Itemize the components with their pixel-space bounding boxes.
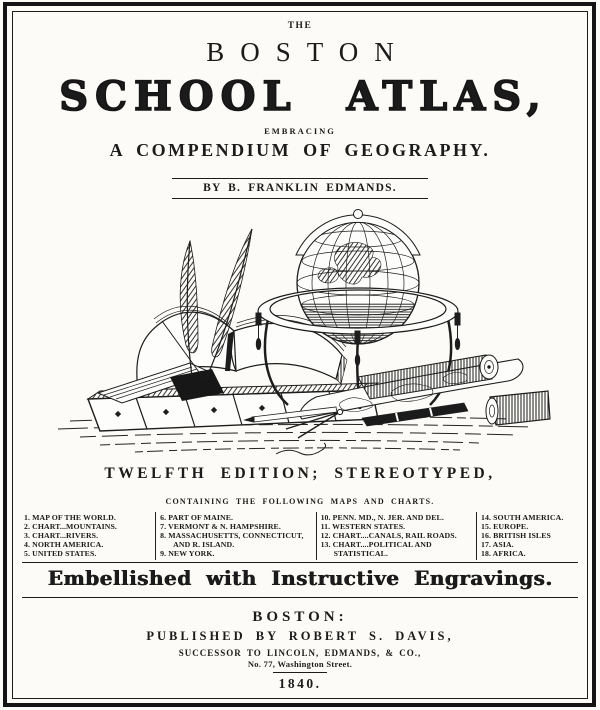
contents-column-4 (476, 512, 583, 560)
rolled-map-illustration (486, 391, 550, 425)
list-item: 18. AFRICA. (481, 549, 526, 558)
author-byline: BY B. FRANKLIN EDMANDS. (203, 182, 397, 194)
engraver-flourish (276, 443, 326, 455)
list-item: 1. MAP OF THE WORLD. (24, 513, 116, 522)
byline-block (14, 178, 586, 199)
embellished-line: Embellished with Instructive Engravings. (47, 566, 553, 590)
list-item: 17. ASIA. (481, 540, 514, 549)
imprint-successor: SUCCESSOR TO LINCOLN, EDMANDS, & CO., (178, 648, 422, 658)
map-chart-list (20, 512, 583, 560)
list-item: 14. SOUTH AMERICA. (481, 513, 564, 522)
list-item: 16. BRITISH ISLES (481, 531, 551, 540)
divider-rule-top (22, 562, 578, 563)
list-item: 11. WESTERN STATES. (320, 522, 406, 531)
list-item: 6. PART OF MAINE. (160, 513, 234, 522)
list-item: 2. CHART...MOUNTAINS. (24, 522, 117, 531)
contents-column-1 (20, 512, 155, 560)
main-title: SCHOOL ATLAS, (59, 73, 548, 120)
list-item: 4. NORTH AMERICA. (24, 540, 104, 549)
imprint-address: No. 77, Washington Street. (247, 659, 353, 669)
subtitle: A COMPENDIUM OF GEOGRAPHY. (109, 140, 491, 160)
imprint-city: BOSTON: (252, 609, 348, 625)
list-item: 7. VERMONT & N. HAMPSHIRE. (160, 522, 281, 531)
title-page-engraving (40, 207, 560, 459)
list-item: 3. CHART...RIVERS. (24, 531, 99, 540)
list-item: 13. CHART....POLITICAL AND STATISTICAL. (320, 540, 432, 558)
contents-column-3 (316, 512, 476, 560)
list-item: 9. NEW YORK. (160, 549, 215, 558)
list-item: 12. CHART....CANALS, RAIL ROADS. (320, 531, 457, 540)
engraving-container (0, 207, 600, 459)
list-item: 5. UNITED STATES. (24, 549, 97, 558)
list-item: 8. MASSACHUSETTS, CONNECTICUT, AND R. ISLAND. (160, 531, 304, 549)
series-word-the: THE (287, 21, 313, 31)
embracing-label: EMBRACING (264, 126, 336, 136)
divider-rule-bottom (22, 597, 578, 598)
year-rule (273, 672, 327, 673)
list-item: 10. PENN. MD., N. JER. AND DEL. (320, 513, 444, 522)
imprint-year: 1840. (278, 676, 322, 691)
contents-column-2 (155, 512, 315, 560)
edition-line: TWELFTH EDITION; STEREOTYPED, (104, 465, 496, 482)
containing-caption: CONTAINING THE FOLLOWING MAPS AND CHARTS. (165, 497, 435, 506)
imprint-publisher: PUBLISHED BY ROBERT S. DAVIS, (146, 629, 454, 643)
list-item: 15. EUROPE. (481, 522, 529, 531)
title-boston: BOSTON (206, 37, 410, 67)
byline-rule-bottom (172, 198, 428, 199)
